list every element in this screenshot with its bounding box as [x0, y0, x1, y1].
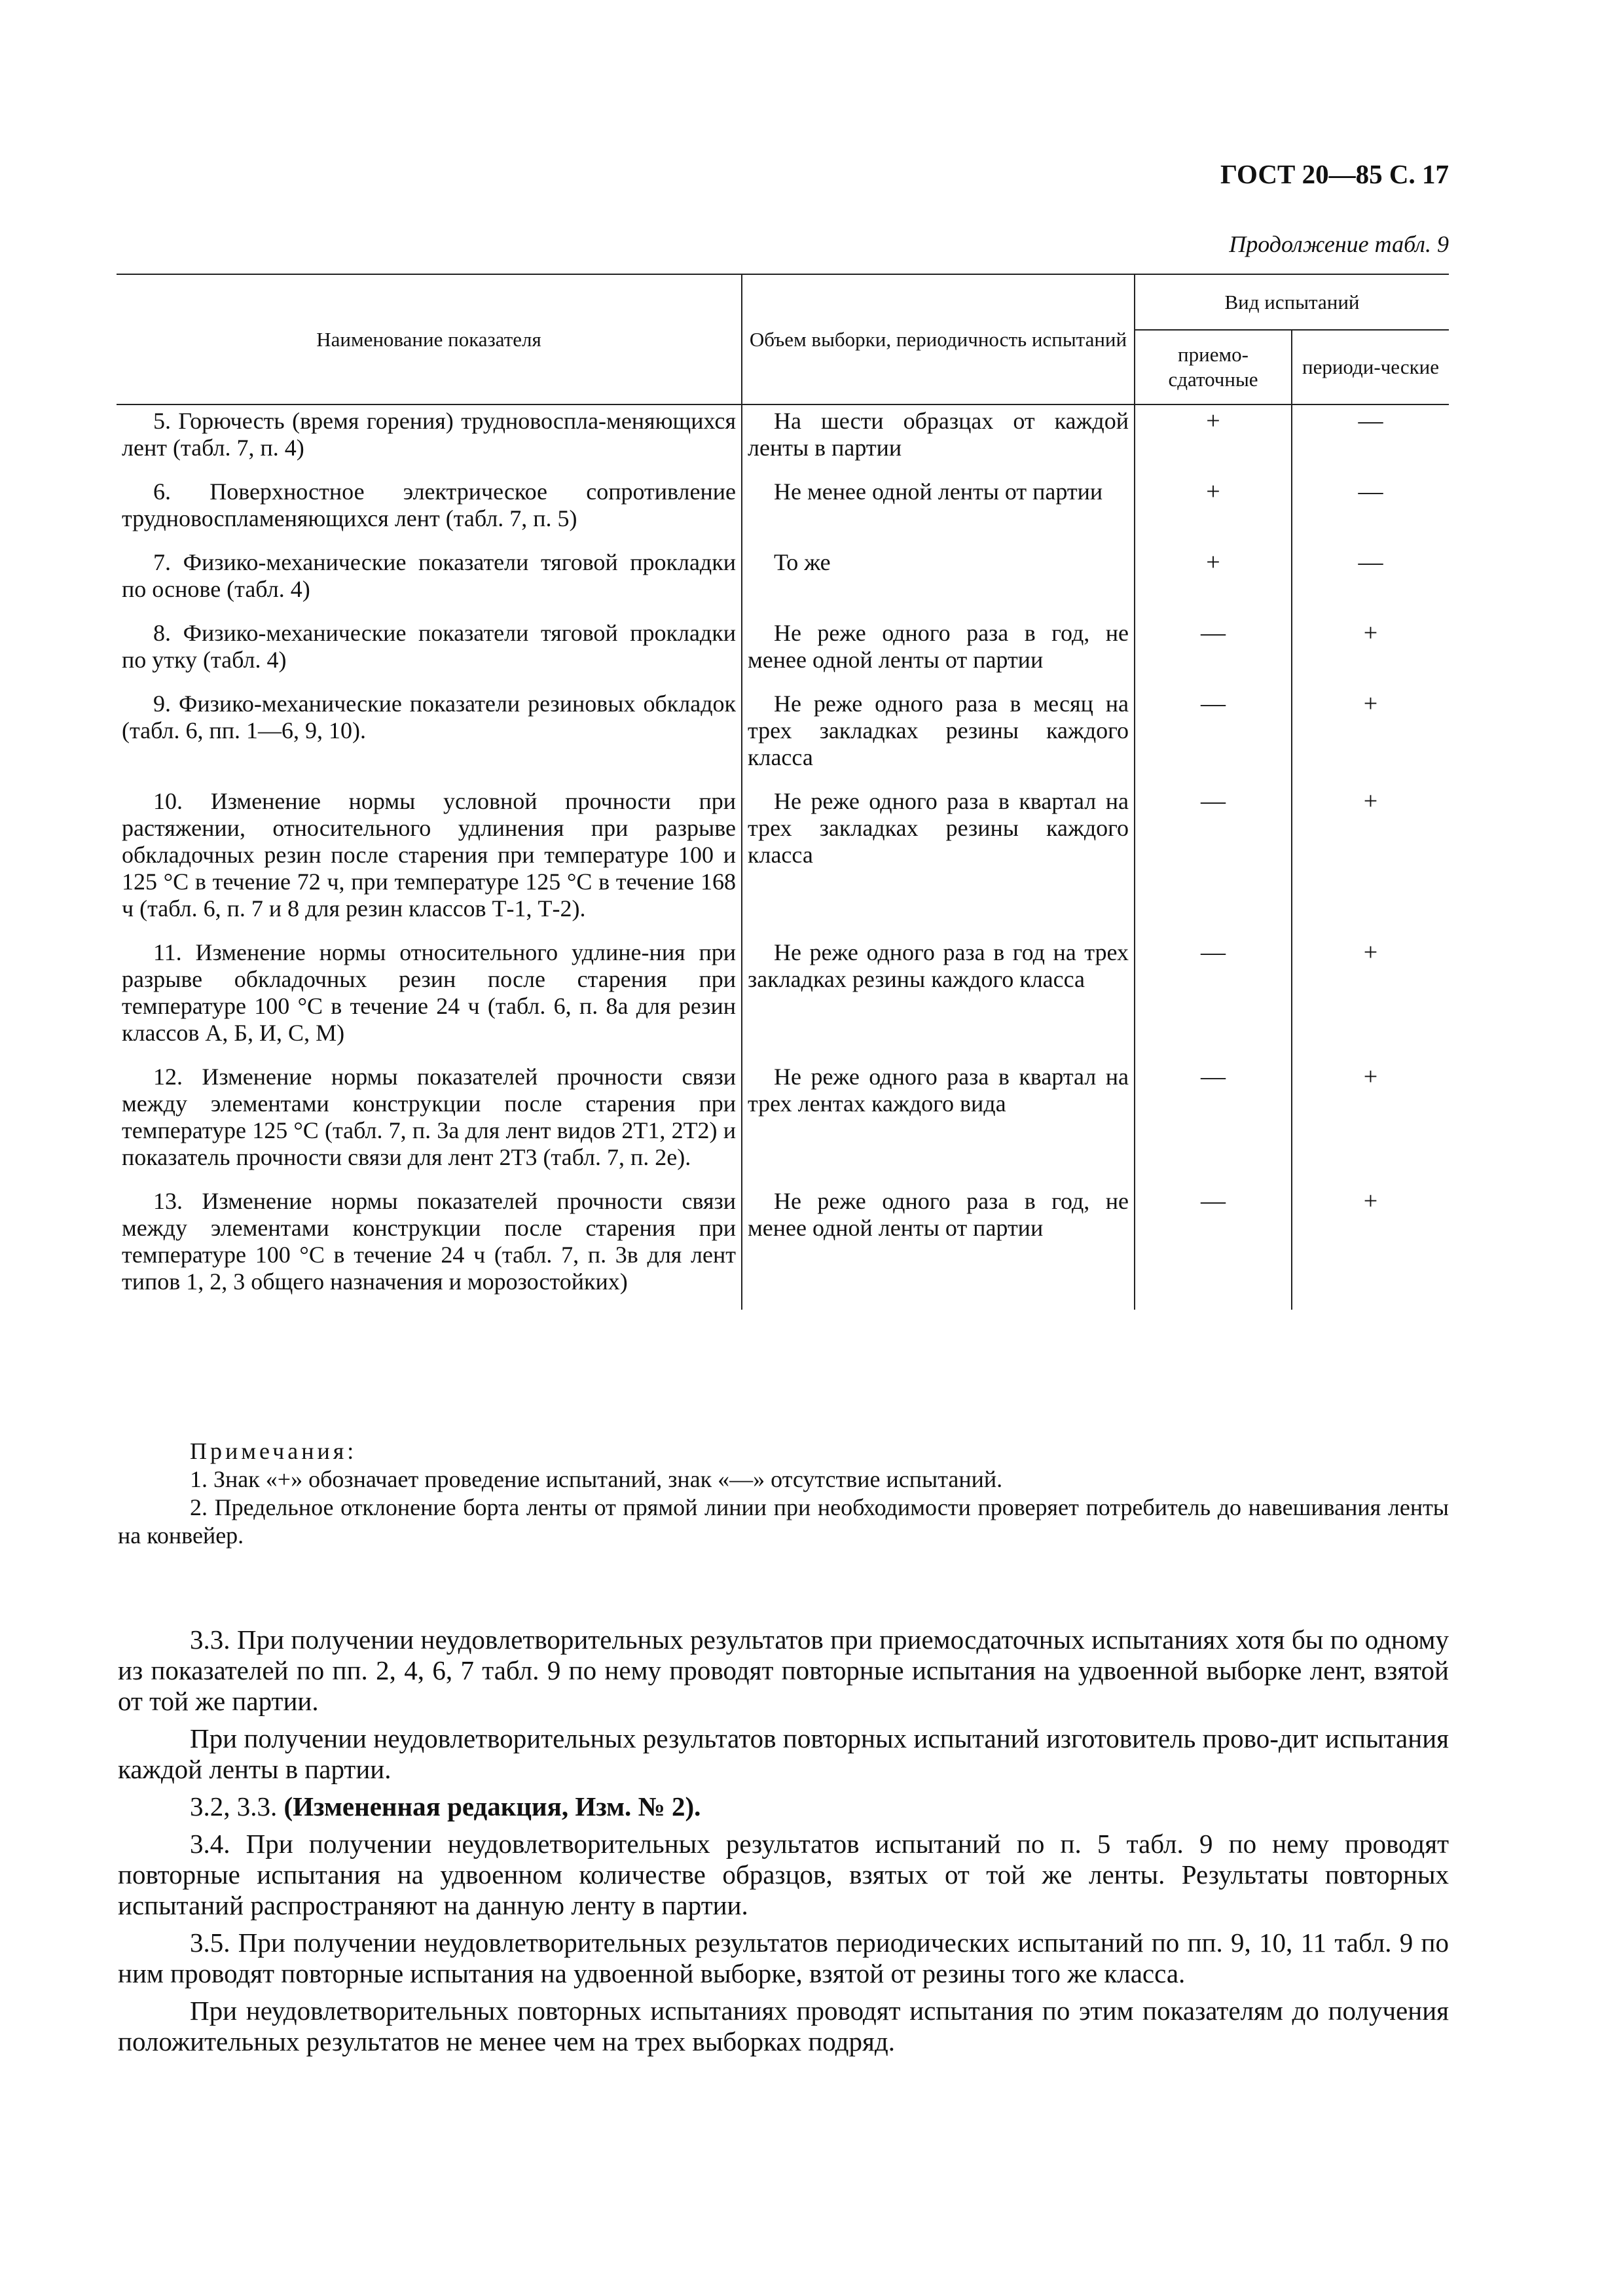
- table-row: [117, 688, 1449, 785]
- row-periodic: +: [1363, 619, 1378, 647]
- table-row: [117, 937, 1449, 1061]
- table-notes: [118, 1437, 1449, 1550]
- table-continuation-label: Продолжение табл. 9: [1229, 231, 1449, 257]
- row-periodic: +: [1363, 690, 1378, 717]
- row-acceptance: —: [1135, 1061, 1292, 1185]
- row-name: 8. Физико-механические показатели тяговой прокладки по утку (табл. 4): [117, 617, 742, 688]
- row-name: 5. Горючесть (время горения) трудновоспла-меняющихся лент (табл. 7, п. 4): [117, 404, 742, 476]
- row-periodic: +: [1363, 787, 1378, 815]
- row-acceptance: —: [1135, 937, 1292, 1061]
- row-name: 7. Физико-механические показатели тяговой прокладки по основе (табл. 4): [117, 547, 742, 617]
- row-volume: То же: [742, 547, 1135, 617]
- row-acceptance: +: [1135, 476, 1292, 547]
- paragraph-3-3: 3.3. При получении неудовлетворительных результатов при приемосдаточных испытаниях хотя бы по одному из показателей по пп. 2, 4, 6, 7 табл. 9 по нему проводят повторные испытания на удвоенной выборке лент, взятой от той же партии.: [118, 1624, 1449, 1716]
- paragraph-3-5-continued: При неудовлетворительных повторных испытаниях проводят испытания по этим показателям до получения положительных результатов не менее чем на трех выборках подряд.: [118, 1996, 1449, 2056]
- table-row: [117, 547, 1449, 617]
- row-acceptance: —: [1135, 617, 1292, 688]
- note-2: 2. Предельное отклонение борта ленты от прямой линии при необходимости проверяет потребитель до навешивания ленты на конвейер.: [118, 1494, 1449, 1549]
- row-acceptance: —: [1135, 785, 1292, 937]
- paragraph-3-3-continued: При получении неудовлетворительных результатов повторных испытаний изготовитель прово-дит испытания каждой ленты в партии.: [118, 1723, 1449, 1784]
- col-header-volume: Объем выборки, периодичность испытаний: [742, 274, 1135, 404]
- row-volume: Не реже одного раза в квартал на трех закладках резины каждого класса: [742, 785, 1135, 937]
- row-periodic: —: [1358, 548, 1383, 576]
- table-row: [117, 476, 1449, 547]
- row-name: 10. Изменение нормы условной прочности при растяжении, относительного удлинения при разрыве обкладочных резин после старения при температуре 100 и 125 °С в течение 72 ч, при температуре 125 °С в течение 168 ч (табл. 6, п. 7 и 8 для резин классов Т-1, Т-2).: [117, 785, 742, 937]
- row-name: 9. Физико-механические показатели резиновых обкладок (табл. 6, пп. 1—6, 9, 10).: [117, 688, 742, 785]
- row-volume: Не реже одного раза в месяц на трех закладках резины каждого класса: [742, 688, 1135, 785]
- row-periodic: —: [1358, 407, 1383, 435]
- table-row: [117, 617, 1449, 688]
- row-name: 11. Изменение нормы относительного удлине-ния при разрыве обкладочных резин после старения при температуре 100 °С в течение 24 ч (табл. 6, п. 8а для резин классов А, Б, И, С, М): [117, 937, 742, 1061]
- row-acceptance: —: [1135, 1185, 1292, 1310]
- table-row: [117, 404, 1449, 476]
- amendment-note: [118, 1791, 1449, 1822]
- row-volume: На шести образцах от каждой ленты в партии: [742, 404, 1135, 476]
- row-volume: Не реже одного раза в квартал на трех лентах каждого вида: [742, 1061, 1135, 1185]
- row-periodic: —: [1358, 478, 1383, 505]
- row-acceptance: +: [1135, 404, 1292, 476]
- paragraph-3-5: 3.5. При получении неудовлетворительных результатов периодических испытаний по пп. 9, 10, 11 табл. 9 по ним проводят повторные испытания на удвоенной выборке, взятой от резины того же класса.: [118, 1928, 1449, 1988]
- table-row: [117, 1185, 1449, 1310]
- row-periodic: +: [1363, 1063, 1378, 1090]
- note-1: 1. Знак «+» обозначает проведение испытаний, знак «—» отсутствие испытаний.: [190, 1466, 1003, 1492]
- notes-title: Примечания:: [190, 1438, 357, 1464]
- col-header-test-type: Вид испытаний: [1135, 274, 1449, 330]
- row-volume: Не реже одного раза в год, не менее одной ленты от партии: [742, 617, 1135, 688]
- col-header-acceptance: приемо-сдаточные: [1135, 330, 1292, 404]
- tests-table: [117, 274, 1449, 1310]
- table-row: [117, 1061, 1449, 1185]
- page-header: ГОСТ 20—85 С. 17: [1220, 159, 1449, 189]
- paragraph-3-4: 3.4. При получении неудовлетворительных результатов испытаний по п. 5 табл. 9 по нему проводят повторные испытания на удвоенном количестве образцов, взятых от той же ленты. Результаты повторных испытаний распространяют на данную ленту в партии.: [118, 1829, 1449, 1920]
- col-header-name: Наименование показателя: [117, 274, 742, 404]
- row-periodic: +: [1363, 1187, 1378, 1215]
- row-volume: Не реже одного раза в год на трех закладках резины каждого класса: [742, 937, 1135, 1061]
- amendment-clauses: 3.2, 3.3.: [190, 1791, 278, 1821]
- row-name: 13. Изменение нормы показателей прочности связи между элементами конструкции после старения при температуре 100 °С в течение 24 ч (табл. 7, п. 3в для лент типов 1, 2, 3 общего назначения и морозостойких): [117, 1185, 742, 1310]
- col-header-periodic: периоди-ческие: [1292, 330, 1449, 404]
- row-name: 12. Изменение нормы показателей прочности связи между элементами конструкции после старения при температуре 125 °С (табл. 7, п. 3а для лент видов 2Т1, 2Т2) и показатель прочности связи для лент 2Т3 (табл. 7, п. 2е).: [117, 1061, 742, 1185]
- row-volume: Не менее одной ленты от партии: [742, 476, 1135, 547]
- table-row: [117, 785, 1449, 937]
- amendment-label: (Измененная редакция, Изм. № 2).: [283, 1791, 701, 1821]
- row-name: 6. Поверхностное электрическое сопротивление трудновоспламеняющихся лент (табл. 7, п. 5): [117, 476, 742, 547]
- row-volume: Не реже одного раза в год, не менее одной ленты от партии: [742, 1185, 1135, 1310]
- row-periodic: +: [1363, 939, 1378, 966]
- row-acceptance: —: [1135, 688, 1292, 785]
- body-text: [118, 1624, 1449, 2064]
- row-acceptance: +: [1135, 547, 1292, 617]
